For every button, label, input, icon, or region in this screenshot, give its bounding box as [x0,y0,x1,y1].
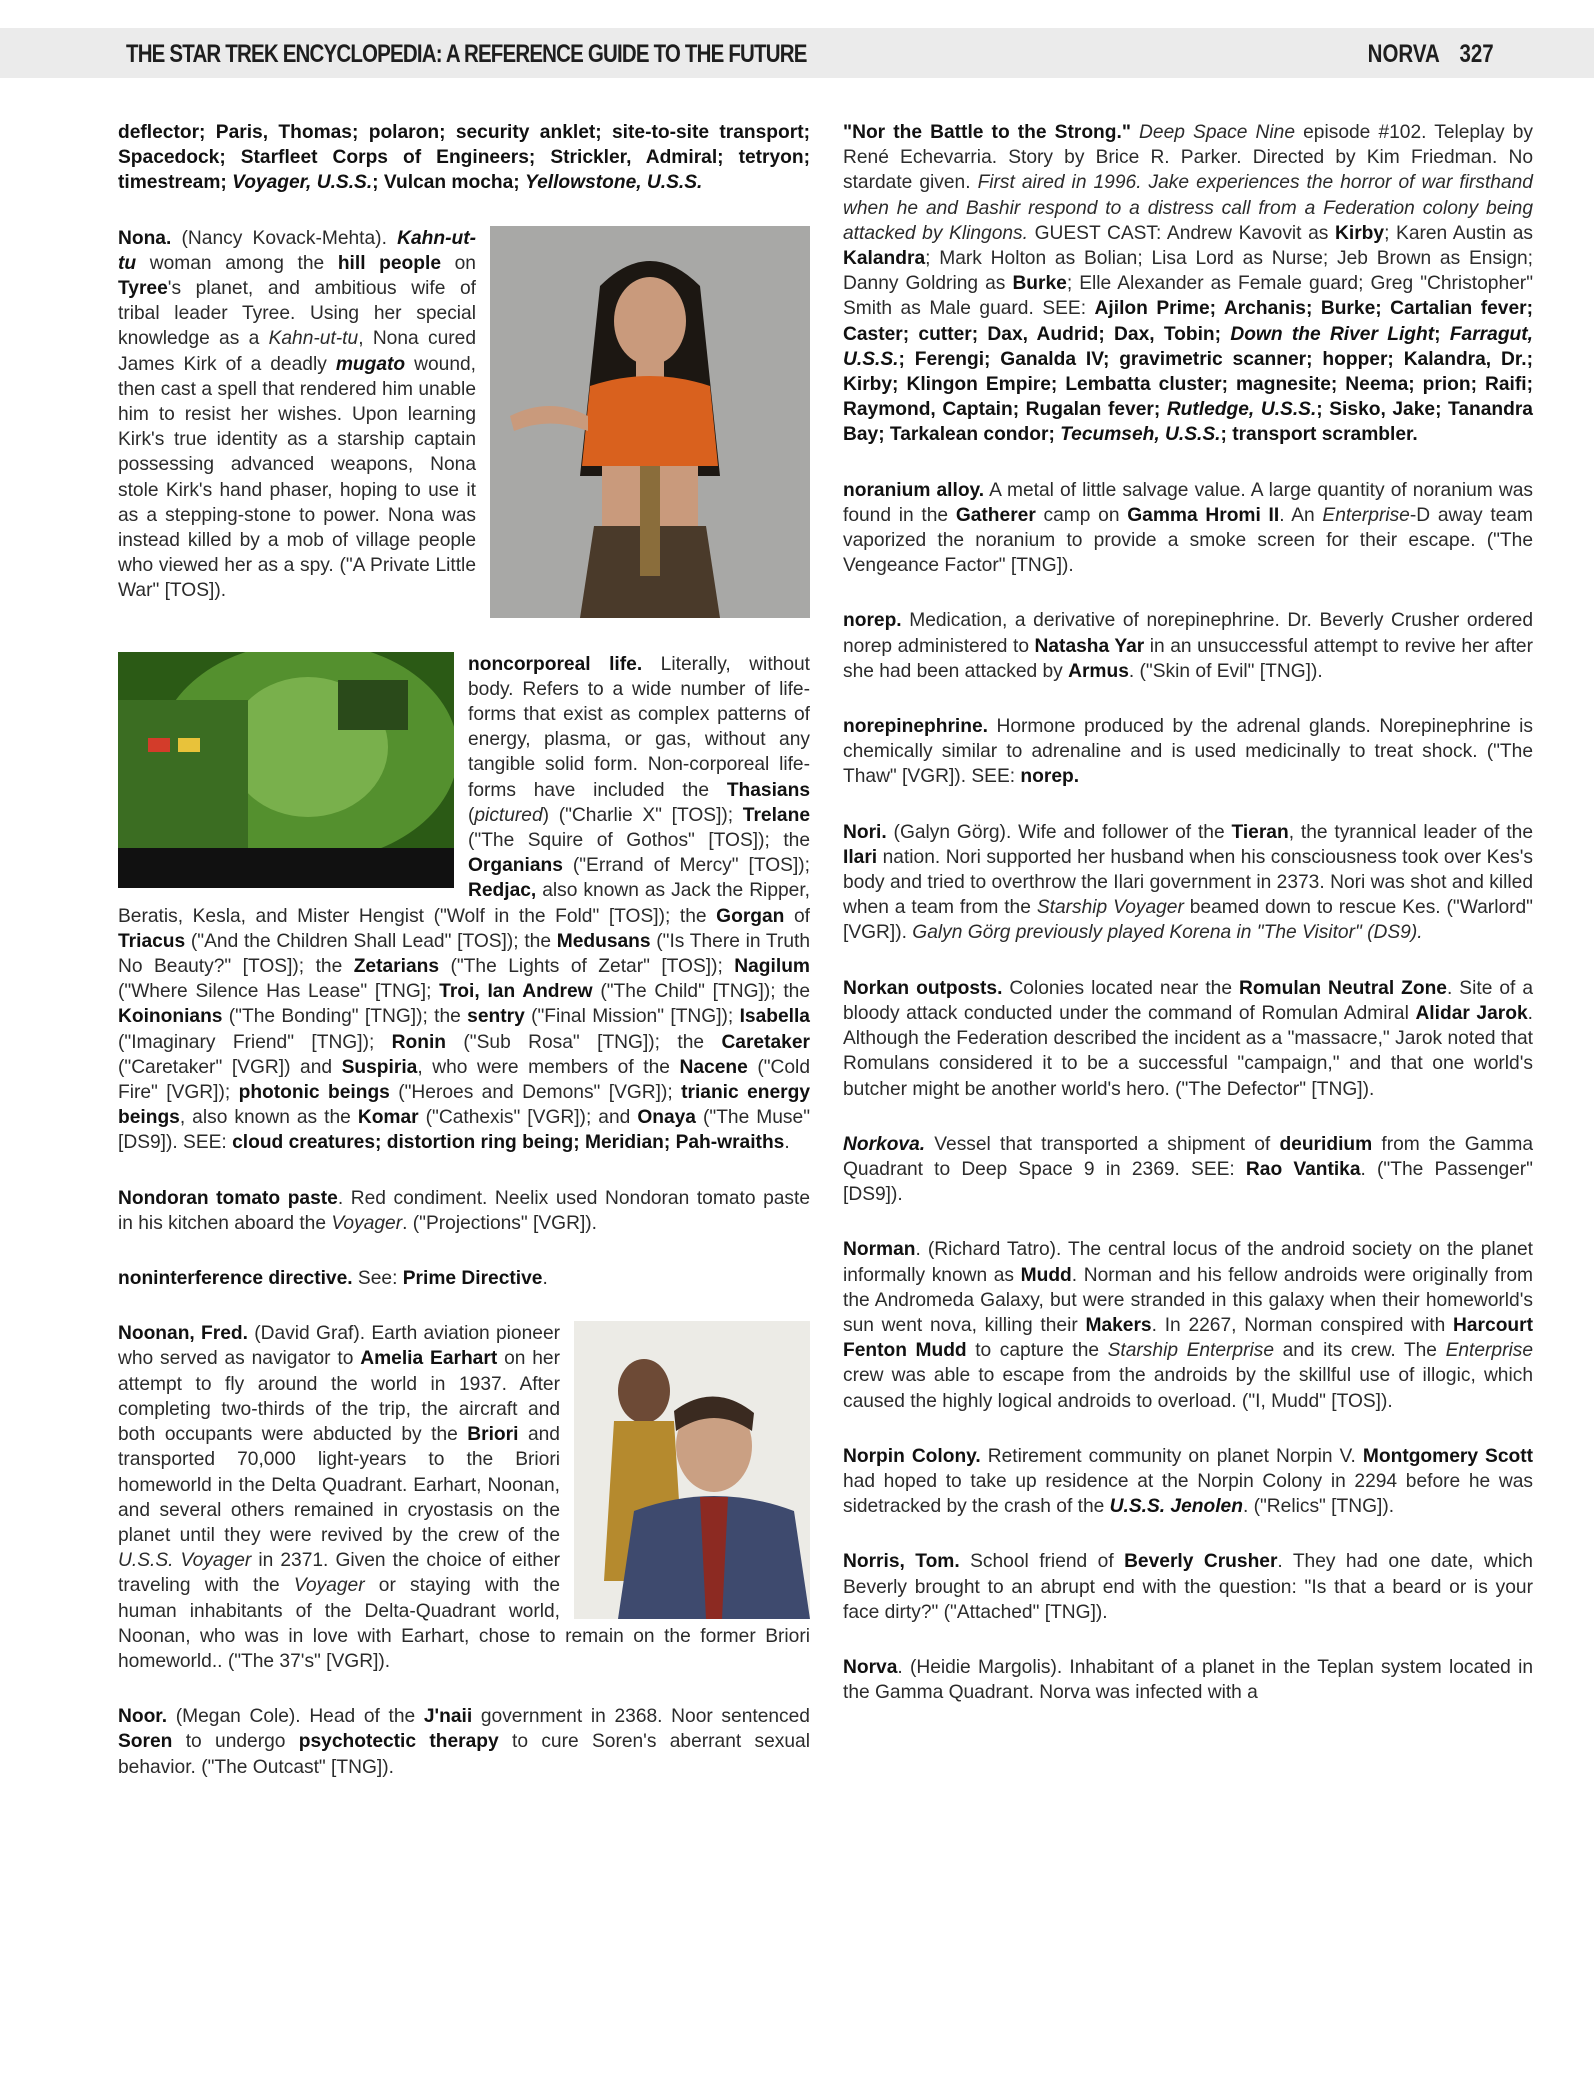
text-run: ("Imaginary Friend" [TNG]); [118,1031,392,1053]
text-run: Caretaker [721,1031,810,1053]
running-header [0,28,1594,78]
text-run: Voyager, U.S.S. [232,172,373,194]
text-run: ("Cathexis" [VGR]); and [418,1107,638,1129]
text-run: Yellowstone, U.S.S. [525,172,703,194]
runs [843,716,1533,787]
text-run: Natasha Yar [1034,635,1145,657]
text-run: , also known as the [179,1107,358,1129]
runs [118,1706,810,1777]
text-run: ; Elle Alexander as Female guard; Greg "Christopher" Smith as Male guard. SEE: [843,273,1534,320]
text-run: Norkova. [843,1133,926,1155]
text-run: ; Mark Holton as Bolian; Lisa Lord as Nurse; Jeb Brown as Ensign; Danny Goldring as [843,248,1533,295]
text-run: ("Cold Fire" [VGR]); [118,1056,810,1104]
text-run: Beverly Crusher [1124,1551,1278,1573]
text-run: Montgomery Scott [1362,1445,1533,1467]
text-run: . In 2267, Norman conspired with [1151,1314,1454,1336]
text-run: or staying with the human inhabitants of the Delta-Quadrant world, Noonan, who was in love with Earhart, chose to remain on the former Briori homeworld.. ("The 37's" [VGR]). [118,1575,810,1672]
text-run: Koinonians [118,1006,223,1028]
text-run: . (Heidie Margolis). Inhabitant of a planet in the Teplan system located in the Gamma Quadrant. Norva was infected with a [843,1656,1533,1704]
text-run: Down the River Light [1230,323,1435,345]
runs [843,122,1533,445]
text-run: ("Final Mission" [TNG]); [524,1006,740,1028]
text-run: Tieran [1231,821,1289,843]
text-run: in 2371. Given the choice of either traveling with the [118,1550,561,1597]
entry-norep [843,608,1533,684]
text-run: Farragut, U.S.S. [843,323,1533,370]
text-run: and its crew. The [1274,1340,1446,1362]
header-right [1348,40,1494,69]
text-run: ("Errand of Mercy" [TOS]); [562,855,810,877]
text-run: ("Sub Rosa" [TNG]); the [446,1031,722,1053]
text-run: trianic energy beings [118,1082,810,1129]
text-run: Gamma Hromi II [1127,504,1280,526]
text-run: U.S.S. Jenolen [1109,1496,1243,1518]
text-run: nation. Nori supported her husband when his consciousness took over Kes's body and tried to overthrow the Ilari government in 2373. Nori was shot and killed when a team from the [843,846,1533,919]
text-run: Voyager [293,1575,365,1597]
entry-nori [843,820,1533,946]
text-run: woman among the [136,252,338,274]
text-run: Isabella [739,1006,810,1028]
runs [843,1239,1533,1411]
text-run: Nondoran tomato paste [118,1187,338,1209]
entry-noranium-alloy [843,478,1533,579]
text-run: Komar [357,1107,419,1129]
text-run: Organians [468,855,563,877]
text-run: . ("Projections" [VGR]). [402,1212,597,1234]
text-run: ("Heroes and Demons" [VGR]); [389,1082,682,1104]
text-run: Troi, Ian Andrew [439,981,593,1003]
entry-norman [843,1237,1533,1413]
text-run: Kahn-ut-tu [118,227,476,274]
entry-norkova [843,1132,1533,1208]
text-run: Prime Directive [402,1268,543,1290]
text-run: photonic beings [238,1082,390,1104]
text-run: See: [352,1268,403,1290]
text-run: ; transport scrambler. [1220,424,1418,446]
text-run: Armus [1068,660,1129,682]
nona-photo-illustration [490,226,810,618]
text-run: A metal of little salvage value. A large quantity of noranium was found in the [843,479,1533,526]
text-run: Retirement community on planet Norpin V. [980,1445,1363,1467]
text-run: Rao Vantika [1245,1158,1361,1180]
text-run: Norpin Colony. [843,1445,981,1467]
text-run: . (Richard Tatro). The central locus of the android society on the planet informally known as [843,1239,1533,1286]
text-run: Romulan Neutral Zone [1238,977,1447,999]
runs [118,228,476,602]
entry-noonan [118,1321,810,1674]
text-run: (Nancy Kovack-Mehta). [171,227,398,249]
text-run: ; [1434,323,1450,345]
text-run: (Galyn Görg). Wife and follower of the [886,821,1232,843]
text-run: Gorgan [716,905,785,927]
text-run: (David Graf). Earth aviation pioneer who served as navigator to [118,1323,561,1370]
text-run: Soren [118,1731,173,1753]
text-run: Deep Space Nine [1139,122,1296,143]
text-run: Zetarians [353,956,440,978]
entry-norepinephrine [843,714,1533,790]
text-run: wound, then cast a spell that rendered him unable him to resist her wishes. Upon learning Kirk's true identity as a starship captain possessing advanced weapons, Nona stole Kirk's hand phaser, hoping to use it as a stepping-stone to power. Nona was instead killed by a mob of village people who viewed her as a spy. ("A Private Little War" [TOS]). [118,353,476,602]
text-run: . ("Skin of Evil" [TNG]). [1128,660,1323,682]
text-run: Redjac, [468,880,537,902]
runs [843,822,1533,944]
text-run: Rutledge, U.S.S. [1166,399,1317,421]
text-run: to capture the [966,1340,1108,1362]
text-run: ("The Muse" [DS9]). SEE: [118,1107,811,1154]
text-run: U.S.S. Voyager [118,1550,252,1572]
text-run: . Red condiment. Neelix used Nondoran tomato paste in his kitchen aboard the [118,1187,811,1234]
entry-noor [118,1704,810,1780]
text-run: (Megan Cole). Head of the [167,1706,424,1728]
text-run: Burke [1012,273,1067,295]
text-run: . ("The Passenger" [DS9]). [843,1158,1533,1206]
entry-norpin-colony [843,1444,1533,1520]
text-run: Norman [843,1239,916,1261]
text-run: J'naii [423,1706,473,1728]
text-run: Noonan, Fred. [118,1323,248,1345]
text-run: Nona. [118,227,172,249]
text-run: Hormone produced by the adrenal glands. Norepinephrine is chemically similar to adrenaline and is used medicinally to treat shock. ("The Thaw" [VGR]). SEE: [843,716,1533,788]
text-run: First aired in 1996. Jake experiences the horror of war firsthand when he and Bashir respond to a distress call from a Federation colony being attacked by Klingons. [843,172,1533,244]
text-run: "Nor the Battle to the Strong." [843,122,1131,143]
text-run: Kalandra [843,248,926,270]
text-run: ) ("Charlie X" [TOS]); [542,804,743,826]
runs [843,1657,1533,1703]
text-run: Suspiria [341,1056,418,1078]
text-run: Norkan outposts. [843,977,1003,999]
nona-photo [490,226,810,618]
text-run: ("Is There in Truth No Beauty?" [TOS]); the [118,930,810,978]
text-run: sentry [467,1006,525,1028]
text-run: crew was able to escape from the androids by the skillful use of illogic, which caused the highly logical androids to overload. ("I, Mudd" [TOS]). [843,1365,1533,1412]
entry-noncorporeal-life [118,652,810,1156]
text-run: , who were members of the [417,1056,680,1078]
text-run: . [784,1132,790,1154]
entry-norris-tom [843,1549,1533,1625]
text-run: Norva [843,1656,898,1678]
text-run: Ajilon Prime; Archanis; Burke; Cartalian fever; Caster; cutter; Dax, Audrid; Dax, Tobin; [843,298,1533,345]
guide-word: NORVA [1367,40,1441,68]
text-run: Makers [1085,1314,1152,1336]
entry-nona [118,226,810,622]
text-run: -D away team vaporized the noranium to provide a smoke screen for their escape. ("The Vengeance Factor" [TNG]). [843,504,1534,577]
runs [843,978,1533,1100]
text-run: Tyree [118,278,168,300]
text-run: ("The Child" [TNG]); the [592,981,811,1003]
entry-norkan-outposts [843,976,1533,1102]
text-run: episode #102. Teleplay by René Echevarria. Story by Brice R. Parker. Directed by Kim Friedman. No stardate given. [843,122,1533,194]
entry-continuation [118,120,810,196]
text-run: pictured [474,804,543,826]
noonan-photo-illustration [574,1321,810,1619]
text-run: mugato [335,353,406,375]
text-run: ("Caretaker" [VGR]) and [118,1056,342,1078]
text-run: Onaya [637,1107,696,1129]
text-run: Nagilum [734,956,810,978]
text-run: also known as Jack the Ripper, Beratis, Kesla, and Mister Hengist ("Wolf in the Fold" [TOS]); the [118,880,810,927]
text-run: Medication, a derivative of norepinephrine. Dr. Beverly Crusher ordered norep administered to [843,610,1533,657]
entry-nor-the-battle-to-the-strong [843,120,1533,448]
text-run: and transported 70,000 light-years to the Briori homeworld in the Delta Quadrant. Earhart, Noonan, and several others remained in cryostasis on the planet until they were revived by the crew of the [118,1424,560,1546]
text-run: Colonies located near the [1002,977,1239,999]
text-run: Trelane [742,804,810,826]
text-run: 's planet, and ambitious wife of tribal leader Tyree. Using her special knowledge as a [118,278,476,350]
runs [843,1551,1533,1622]
text-run: Starship Voyager [1036,897,1184,919]
text-run: from the Gamma Quadrant to Deep Space 9 in 2369. SEE: [843,1133,1533,1180]
text-run: . Site of a bloody attack conducted under the command of Romulan Admiral [843,977,1534,1024]
entry-norva [843,1655,1533,1705]
runs [843,1134,1533,1205]
text-run: GUEST CAST: Andrew Kavovit as [1027,222,1336,244]
text-run: noninterference directive. [118,1268,353,1290]
book-title: THE STAR TREK ENCYCLOPEDIA: A REFERENCE GUIDE TO THE FUTURE [126,40,807,68]
runs [843,1446,1533,1517]
text-run: Norris, Tom. [843,1551,960,1573]
runs [843,610,1533,681]
text-run: Alidar Jarok [1415,1002,1528,1024]
text-run: hill people [337,252,442,274]
entry-nondoran-tomato-paste [118,1186,810,1236]
text-run: norepinephrine. [843,716,988,738]
text-run: ; Karen Austin as [1384,222,1534,244]
text-run: Tecumseh, U.S.S. [1060,424,1221,446]
text-run: had hoped to take up residence at the Norpin Colony in 2294 before he was sidetracked by the crash of the [843,1470,1533,1518]
thasian-photo-illustration [118,652,454,888]
text-run: Galyn Görg previously played Korena in "The Visitor" (DS9). [912,922,1423,944]
text-run: noranium alloy. [843,479,985,501]
text-run: camp on [1035,504,1128,526]
text-run: , Nona cured James Kirk of a deadly [118,328,476,375]
text-run: School friend of [959,1551,1125,1573]
text-run: Kahn-ut-tu [268,328,359,350]
text-run: Nori. [843,821,887,843]
text-run: . Norman and his fellow androids were originally from the Andromeda Galaxy, but were stranded in this galaxy when their homeworld's sun went nova, killing their [843,1264,1533,1336]
text-run: Voyager [331,1212,403,1234]
text-run: Starship Enterprise [1107,1340,1275,1362]
text-run: deuridium [1279,1133,1373,1155]
text-run: ; Vulcan mocha; [372,172,525,194]
text-run [1131,122,1139,143]
text-run: norep. [1020,766,1080,788]
text-run: , the tyrannical leader of the [1288,821,1534,843]
text-run: Noor. [118,1706,168,1728]
noonan-photo [574,1321,810,1619]
text-run: Harcourt Fenton Mudd [843,1314,1533,1362]
text-run: Vessel that transported a shipment of [925,1133,1280,1155]
runs [118,1188,810,1234]
text-run: beamed down to rescue Kes. ("Warlord" [VGR]). [843,897,1533,944]
text-run: Ilari [843,846,878,868]
text-run: cloud creatures; distortion ring being; Meridian; Pah-wraiths [232,1132,785,1154]
text-run: Nacene [679,1056,748,1078]
text-run: . Although the Federation described the incident as a "massacre," Jarok noted that Romulans considered it to be a successful "campaign," and that one world's butcher might be another world's hero. ("The Defector" [TNG]). [843,1002,1533,1100]
text-run: on [441,252,476,274]
right-column [843,120,1533,1735]
text-run: to undergo [172,1731,299,1753]
text-run: Amelia Earhart [360,1348,498,1370]
text-run: Briori [467,1424,519,1446]
text-run: ( [468,804,475,826]
text-run: Mudd [1020,1264,1072,1286]
text-run: psychotectic therapy [298,1731,499,1753]
page-number: 327 [1459,40,1494,68]
text-run: Kirby [1335,222,1385,244]
text-run: ; Sisko, Jake; Tanandra Bay; Tarkalean condor; [843,399,1533,446]
runs [118,1268,548,1289]
text-run: Triacus [118,930,186,952]
text-run: ; Ferengi; Ganalda IV; gravimetric scanner; hopper; Kalandra, Dr.; Kirby; Klingon Empire; Lembatta cluster; magnesite; Neema; prion; Raifi; Raymond, Captain; Rugalan fever; [843,348,1533,421]
text-run: noncorporeal life. [468,653,643,675]
text-run: ("Where Silence Has Lease" [TNG]; [118,981,440,1003]
text-run: ("The Squire of Gothos" [TOS]); the [468,830,810,852]
text-run: . ("Relics" [TNG]). [1242,1496,1395,1518]
text-run: Literally, without body. Refers to a wide number of life-forms that exist as complex patterns of energy, plasma, or gas, without any tangible solid form. Non-corporeal life-forms have included the [468,653,810,801]
runs [843,480,1533,577]
text-run: . [542,1268,548,1290]
text-run: Gatherer [955,504,1036,526]
text-run: . They had one date, which Beverly brought to an abrupt end with the question: "Is that a beard or is your face dirty?" ("Attached" [TNG]). [843,1551,1533,1623]
text-run: government in 2368. Noor sentenced [472,1706,810,1728]
text-run: Enterprise [1322,504,1410,526]
left-column [118,120,810,1810]
entry-noninterference-directive [118,1266,810,1291]
text-run: Thasians [726,779,810,801]
text-run: to cure Soren's aberrant sexual behavior. ("The Outcast" [TNG]). [118,1731,810,1778]
text-run: on her attempt to fly around the world in 1937. After completing two-thirds of the trip, the aircraft and both occupants were abducted by the [118,1348,560,1446]
text-run: Enterprise [1445,1340,1534,1362]
text-run: in an unsuccessful attempt to revive her after she had been attacked by [843,635,1533,682]
text-run: deflector; Paris, Thomas; polaron; security anklet; site-to-site transport; Spacedock; Starfleet Corps of Engineers; Strickler, Admiral; tetryon; timestream; [118,122,810,194]
text-run: Ronin [391,1031,447,1053]
text-run: of [784,905,810,927]
text-run: ("The Lights of Zetar" [TOS]); [439,956,735,978]
text-run: . An [1279,504,1323,526]
text-run: norep. [843,610,902,632]
thasian-photo [118,652,454,888]
text-run: ("And the Children Shall Lead" [TOS]); the [185,930,557,952]
text-run: Medusans [556,930,651,952]
runs [118,122,810,193]
text-run: ("The Bonding" [TNG]); the [222,1006,468,1028]
